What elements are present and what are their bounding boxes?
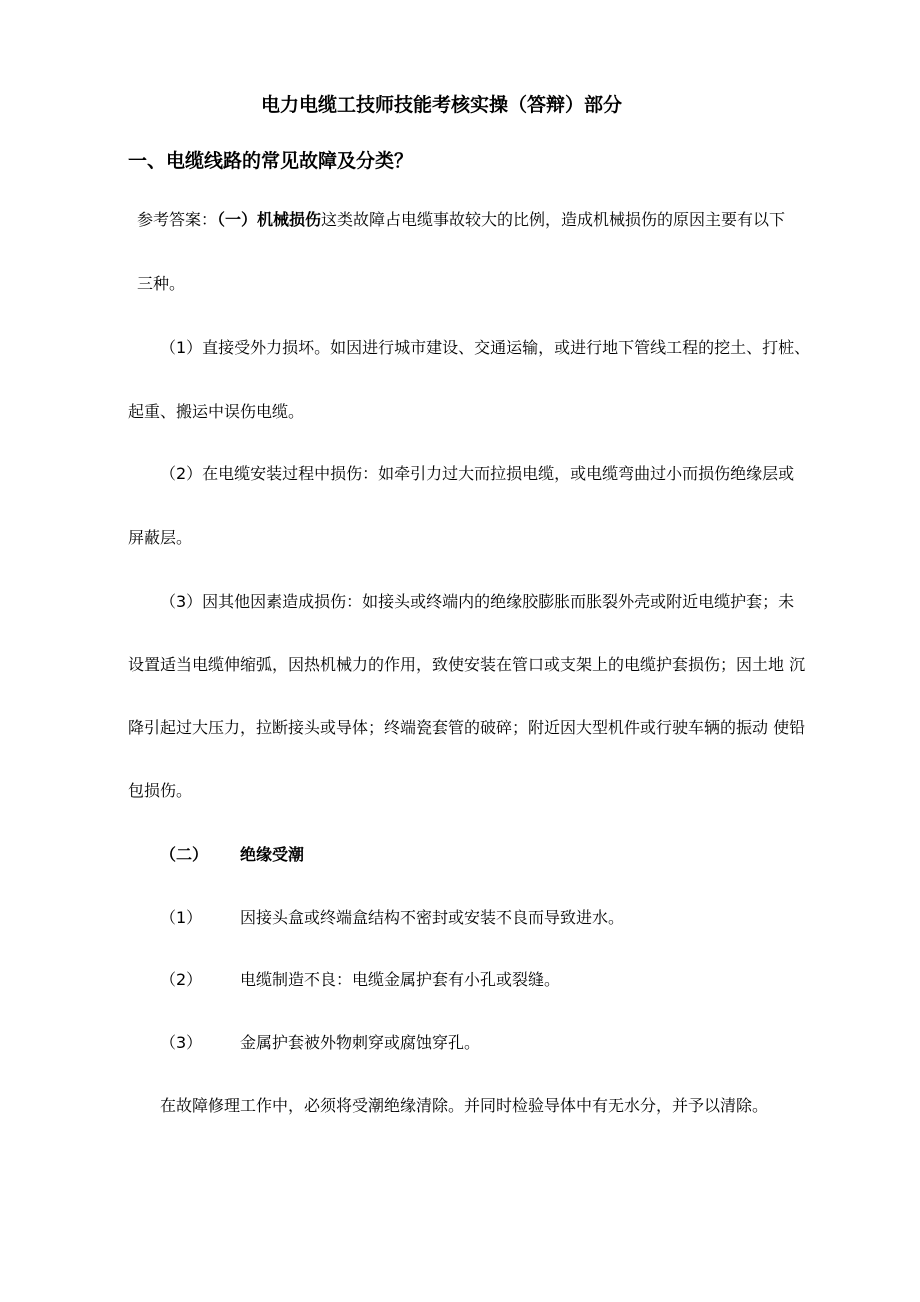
- cat1-item-3-line-3: 降引起过大压力，拉断接头或导体；终端瓷套管的破碎；附近因大型机件或行驶车辆的振动 使铅: [128, 718, 806, 737]
- cat1-item-2-line-1: （2）在电缆安装过程中损伤：如牵引力过大而拉损电缆，或电缆弯曲过小而损伤绝缘层或: [160, 464, 795, 483]
- answer-prefix: 参考答案：: [137, 210, 218, 229]
- cat2-item-3-number: （3）: [160, 1033, 203, 1052]
- answer-paragraph-line-2: 三种。: [137, 274, 186, 293]
- document-title: 电力电缆工技师技能考核实操（答辩）部分: [261, 94, 623, 116]
- closing-paragraph: 在故障修理工作中，必须将受潮绝缘清除。并同时检验导体中有无水分，并予以清除。: [160, 1096, 769, 1115]
- cat1-item-2-line-2: 屏蔽层。: [128, 528, 193, 547]
- cat2-item-3-text: 金属护套被外物刺穿或腐蚀穿孔。: [240, 1033, 481, 1052]
- cat1-item-3-line-4: 包损伤。: [128, 781, 193, 800]
- category-2-title: 绝缘受潮: [240, 845, 305, 864]
- category-2-number: （二）: [160, 845, 209, 864]
- category-1-intro: 这类故障占电缆事故较大的比例，造成机械损伤的原因主要有以下: [321, 210, 786, 229]
- cat2-item-1-number: （1）: [160, 908, 203, 927]
- cat2-item-2-text: 电缆制造不良：电缆金属护套有小孔或裂缝。: [240, 970, 561, 989]
- cat2-item-1-text: 因接头盒或终端盒结构不密封或安装不良而导致进水。: [240, 908, 625, 927]
- cat1-item-1-line-1: （1）直接受外力损坏。如因进行城市建设、交通运输，或进行地下管线工程的挖土、打桩、: [160, 338, 811, 357]
- section-heading: 一、电缆线路的常见故障及分类？: [128, 150, 414, 172]
- cat2-item-2-number: （2）: [160, 970, 203, 989]
- answer-paragraph-line-1: [137, 210, 785, 230]
- cat1-item-1-line-2: 起重、搬运中误伤电缆。: [128, 402, 305, 421]
- category-1-label: （一）机械损伤: [217, 210, 322, 229]
- cat1-item-3-line-1: （3）因其他因素造成损伤：如接头或终端内的绝缘胶膨胀而胀裂外壳或附近电缆护套；未: [160, 592, 795, 611]
- cat1-item-3-line-2: 设置适当电缆伸缩弧，因热机械力的作用，致使安装在管口或支架上的电缆护套损伤；因土地 沉: [128, 655, 806, 674]
